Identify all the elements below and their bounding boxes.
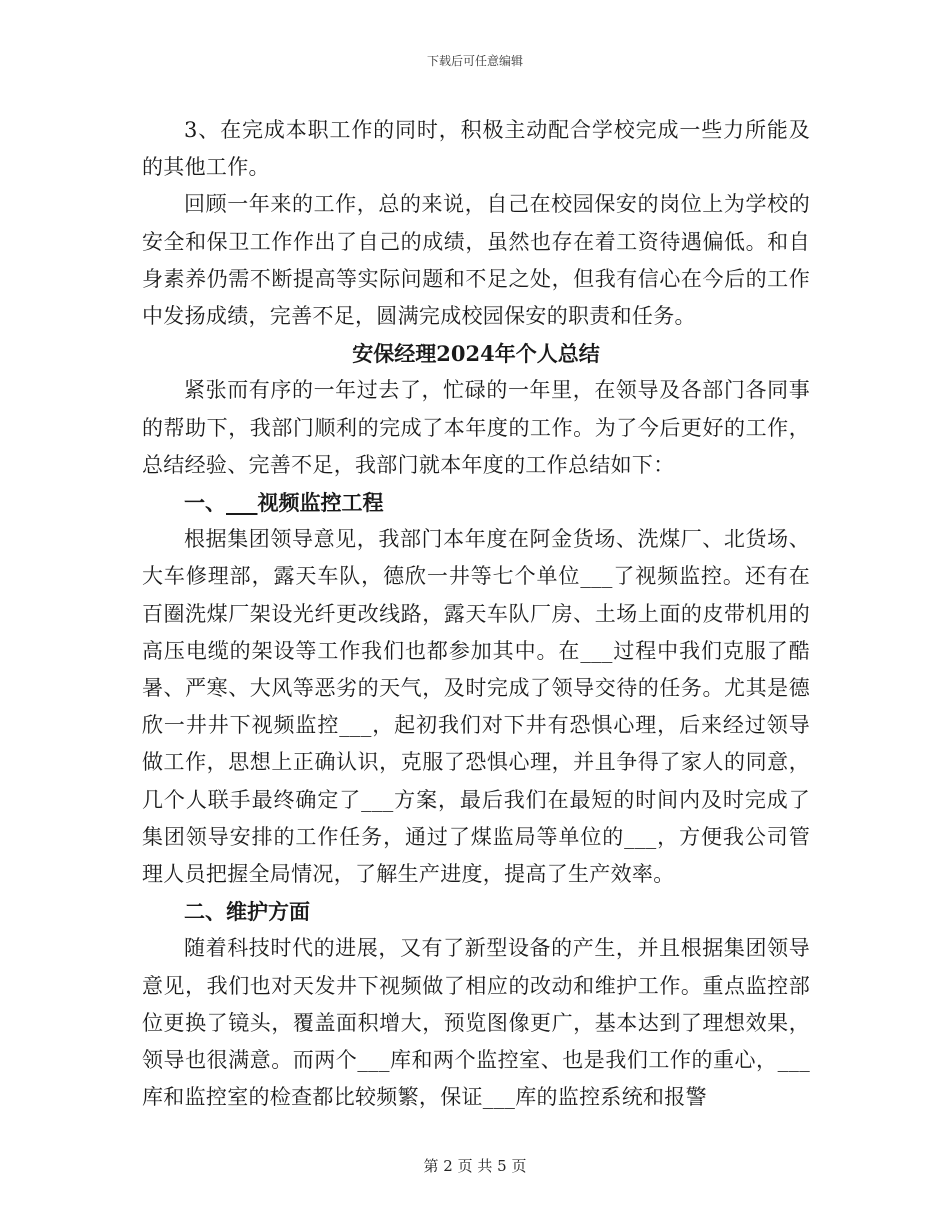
section-title: 安保经理2024年个人总结 <box>352 341 600 367</box>
paragraph-4: 根据集团领导意见，我部门本年度在阿金货场、洗煤厂、北货场、大车修理部，露天车队，德欣一井等七个单位___了视频监控。还有在百圈洗煤厂架设光纤更改线路，露天车队厂房、土场上面的皮带机用的高压电缆的架设等工作我们也都参加其中。在___过程中我们克服了酷暑、严寒、大风等恶劣的天气，及时完成了领导交待的任务。尤其是德欣一井井下视频监控___，起初我们对下井有恐惧心理，后来经过领导做工作，思想上正确认识，克服了恐惧心理，并且争得了家人的同意，几个人联手最终确定了___方案，最后我们在最短的时间内及时完成了集团领导安排的工作任务，通过了煤监局等单位的___，方便我公司管理人员把握全局情况，了解生产进度，提高了生产效率。 <box>142 527 810 887</box>
page-number: 第 2 页 共 5 页 <box>423 1157 527 1175</box>
paragraph-2: 回顾一年来的工作，总的来说，自己在校园保安的岗位上为学校的安全和保卫工作作出了自己的成绩，虽然也存在着工资待遇偏低。和自身素养仍需不断提高等实际问题和不足之处，但我有信心在今后的工作中发扬成绩，完善不足，圆满完成校园保安的职责和任务。 <box>142 192 810 329</box>
paragraph-5: 随着科技时代的进展，又有了新型设备的产生，并且根据集团领导意见，我们也对天发井下视频做了相应的改动和维护工作。重点监控部位更换了镜头，覆盖面积增大，预览图像更广，基本达到了理想效果，领导也很满意。而两个___库和两个监控室、也是我们工作的重心，___库和监控室的检查都比较频繁，保证___库的监控系统和报警 <box>142 936 810 1110</box>
document-body <box>142 112 810 1116</box>
paragraph-3: 紧张而有序的一年过去了，忙碌的一年里，在领导及各部门各同事的帮助下，我部门顺利的完成了本年度的工作。为了今后更好的工作，总结经验、完善不足，我部门就本年度的工作总结如下： <box>142 378 810 477</box>
paragraph-1: 3、在完成本职工作的同时，积极主动配合学校完成一些力所能及的其他工作。 <box>142 118 810 180</box>
heading-2: 二、维护方面 <box>184 899 310 925</box>
heading-1: 一、___视频监控工程 <box>184 490 384 516</box>
header-note: 下载后可任意编辑 <box>426 54 523 68</box>
